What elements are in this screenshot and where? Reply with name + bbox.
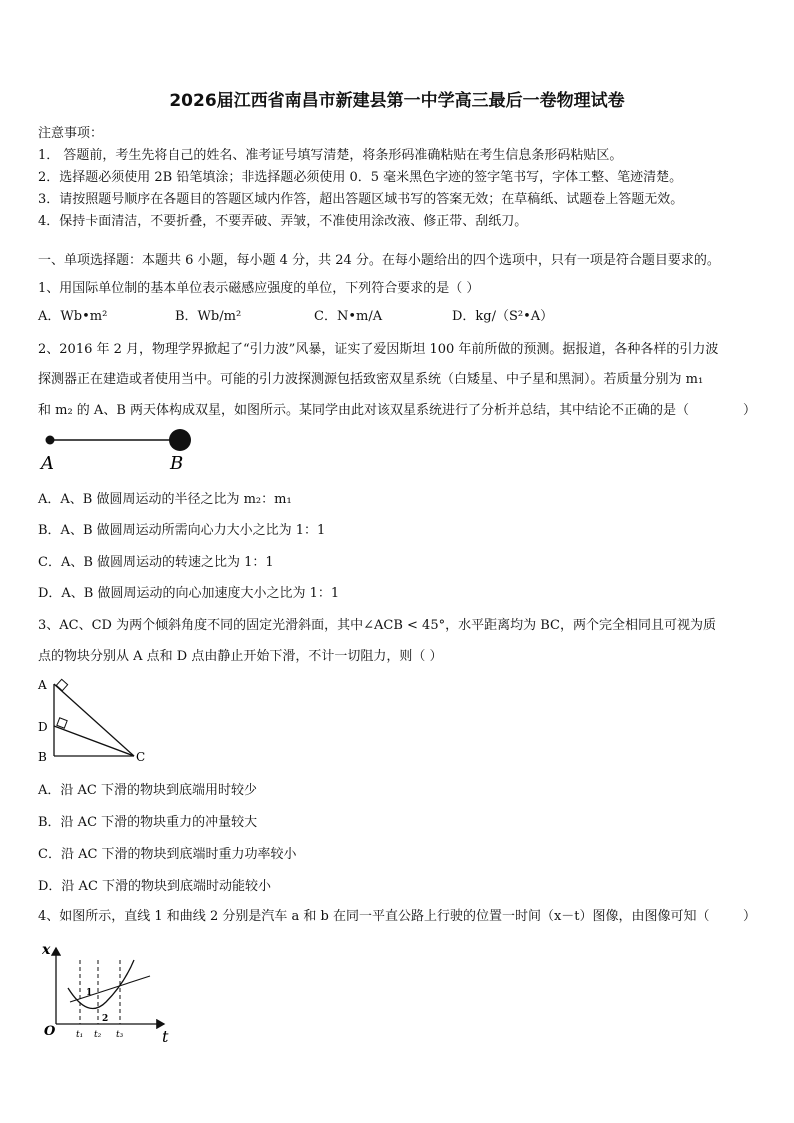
q3-option-b: B．沿 AC 下滑的物块重力的冲量较大	[38, 815, 258, 830]
q4-answer-paren: ）	[742, 909, 756, 924]
q1-options	[38, 305, 758, 323]
xt-graph-figure	[42, 938, 182, 1048]
q2-stem-line3: 和 m₂ 的 A、B 两天体构成双星，如图所示。某同学由此对该双星系统进行了分析并总结，其中结论不正确的是（	[38, 403, 690, 418]
q1-option-b: B．Wb/m²	[175, 309, 242, 324]
q1-option-a: A．Wb•m²	[38, 309, 108, 324]
q2-answer-paren: ）	[742, 403, 756, 418]
notice-item: 1． 答题前，考生先将自己的姓名、准考证号填写清楚，将条形码准确粘贴在考生信息条形码粘贴区。	[38, 148, 623, 163]
star-b-dot	[169, 429, 191, 451]
q3-option-a: A．沿 AC 下滑的物块到底端用时较少	[38, 783, 257, 798]
q4-stem: 4、如图所示，直线 1 和曲线 2 分别是汽车 a 和 b 在同一平直公路上行驶的位置一时间（x－t）图像，由图像可知（	[38, 909, 710, 924]
q2-stem-line1: 2、2016 年 2 月，物理学界掀起了“引力波”风暴，证实了爱因斯坦 100 年前所做的预测。据报道，各种各样的引力波	[38, 342, 719, 357]
label-c: C	[136, 750, 146, 764]
q3-stem-line1: 3、AC、CD 为两个倾斜角度不同的固定光滑斜面，其中∠ACB < 45°，水平距离均为 BC，两个完全相同且可视为质	[38, 618, 716, 633]
q1-option-c: C．N•m/A	[314, 309, 383, 324]
q3-option-c: C．沿 AC 下滑的物块到底端时重力功率较小	[38, 847, 297, 862]
star-a-dot	[46, 436, 55, 445]
label-d: D	[38, 720, 48, 734]
curve-label-1: 1	[86, 988, 93, 998]
tick-t3: t₃	[116, 1030, 124, 1040]
block-on-ac	[56, 679, 67, 690]
label-b: B	[38, 750, 47, 764]
notice-item: 4．保持卡面清洁，不要折叠，不要弄破、弄皱，不准使用涂改液、修正带、刮纸刀。	[38, 214, 528, 229]
label-a: A	[41, 453, 54, 474]
q2-stem-line2: 探测器正在建造或者使用当中。可能的引力波探测源包括致密双星系统（白矮星、中子星和黑洞）。若质量分别为 m₁	[38, 372, 704, 387]
notice-item: 3．请按照题号顺序在各题目的答题区域内作答，超出答题区域书写的答案无效；在草稿纸、试题卷上答题无效。	[38, 192, 684, 207]
binary-star-figure	[36, 424, 206, 476]
x-axis-label: x	[42, 942, 51, 958]
q2-option-d: D．A、B 做圆周运动的向心加速度大小之比为 1：1	[38, 586, 340, 601]
q3-stem-line2: 点的物块分别从 A 点和 D 点由静止开始下滑，不计一切阻力，则（ ）	[38, 649, 443, 664]
q1-option-d: D．kg/（S²•A）	[452, 309, 554, 324]
incline-figure	[36, 674, 156, 768]
q3-option-d: D．沿 AC 下滑的物块到底端时动能较小	[38, 879, 272, 894]
tick-t1: t₁	[76, 1030, 84, 1040]
notice-heading: 注意事项：	[38, 126, 104, 141]
notice-item: 2．选择题必须使用 2B 铅笔填涂；非选择题必须使用 0．5 毫米黑色字迹的签字笔书写，字体工整、笔迹清楚。	[38, 170, 683, 185]
curve-label-2: 2	[102, 1014, 109, 1024]
q2-option-c: C．A、B 做圆周运动的转速之比为 1：1	[38, 555, 274, 570]
q1-stem: 1、用国际单位制的基本单位表示磁感应强度的单位，下列符合要求的是（ ）	[38, 281, 480, 296]
origin-label: O	[44, 1024, 56, 1039]
tick-t2: t₂	[94, 1030, 102, 1040]
label-b: B	[170, 453, 184, 474]
label-a: A	[38, 678, 47, 692]
q2-option-a: A．A、B 做圆周运动的半径之比为 m₂：m₁	[38, 492, 292, 507]
exam-title: 2026届江西省南昌市新建县第一中学高三最后一卷物理试卷	[169, 91, 625, 111]
q2-option-b: B．A、B 做圆周运动所需向心力大小之比为 1：1	[38, 523, 326, 538]
t-axis-label: t	[162, 1027, 169, 1046]
block-on-dc	[57, 718, 67, 728]
incline-dc	[54, 726, 134, 756]
section-heading: 一、单项选择题：本题共 6 小题，每小题 4 分，共 24 分。在每小题给出的四个选项中，只有一项是符合题目要求的。	[38, 253, 720, 268]
